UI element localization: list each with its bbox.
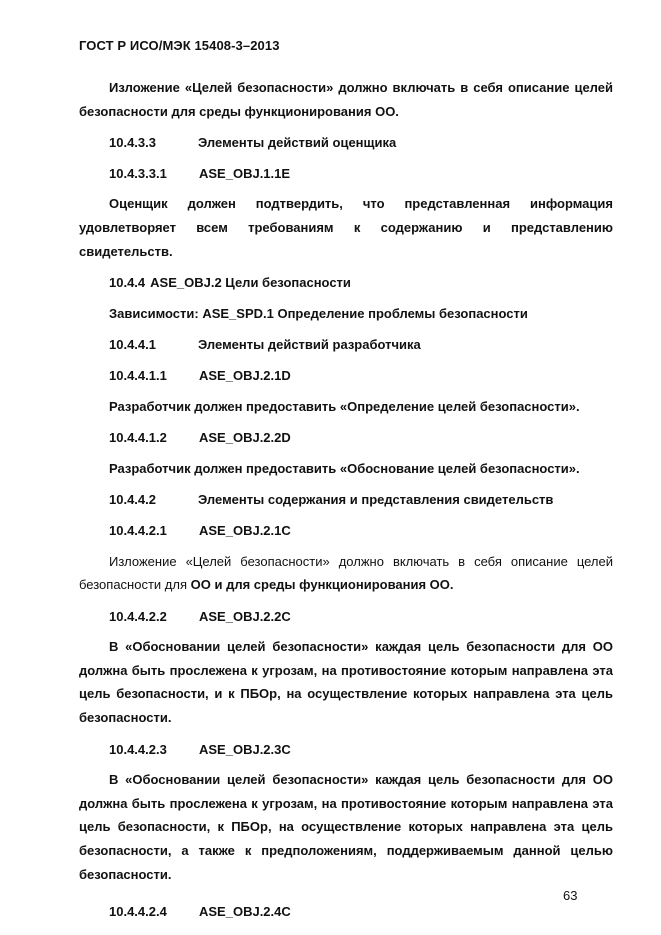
section-title: Элементы действий разработчика: [198, 337, 421, 353]
section-heading: [79, 488, 613, 512]
element-heading: [79, 162, 613, 186]
section-heading: [79, 131, 613, 155]
dependencies-line: Зависимости: ASE_SPD.1 Определение проблемы безопасности: [109, 305, 528, 321]
section-number: 10.4.3.3: [109, 135, 156, 151]
paragraph-rationale-assumptions: В «Обосновании целей безопасности» каждая цель безопасности для ОО должна быть прослежена к угрозам, на противостояние которым направлена эта цель безопасности, к ПБОр, на осуществление которых направлена эта цель безопасности, а также к предположениям, поддерживаемым данной целью безопасности.: [79, 772, 613, 882]
section-number: 10.4.4.2: [109, 492, 156, 508]
section-title: Элементы содержания и представления свидетельств: [198, 492, 554, 508]
element-heading: [79, 426, 613, 450]
element-title: ASE_OBJ.2.2C: [199, 608, 291, 624]
section-title: Элементы действий оценщика: [198, 135, 397, 151]
page-number: 63: [563, 888, 578, 903]
element-heading: [79, 519, 613, 543]
paragraph-line: свидетельств.: [79, 243, 173, 259]
paragraph-objectives-env: Изложение «Целей безопасности» должно включать в себя описание целей безопасности для среды функционирования ОО.: [79, 80, 613, 119]
paragraph-evaluator-confirm: [79, 192, 613, 263]
element-title: ASE_OBJ.1.1E: [199, 165, 291, 181]
element-title: ASE_OBJ.2.2D: [199, 430, 291, 446]
paragraph-text-normal: Изложение «Целей безопасности» должно включать в себя описание целей безопасности для: [79, 553, 613, 593]
component-number: 10.4.4: [109, 275, 146, 291]
element-number: 10.4.3.3.1: [109, 165, 167, 181]
paragraph-line: Оценщик должен подтвердить, что представленная информация: [109, 196, 613, 212]
section-heading: [79, 333, 613, 357]
document-body: [79, 76, 613, 931]
element-number: 10.4.4.2.4: [109, 904, 167, 920]
document-header: ГОСТ Р ИСО/МЭК 15408-3–2013: [79, 38, 280, 53]
paragraph-rationale-threats: В «Обосновании целей безопасности» каждая цель безопасности для ОО должна быть прослежена к угрозам, на противостояние которым направлена эта цель безопасности, и к ПБОр, на осуществление которых направлена эта цель безопасности.: [79, 639, 613, 726]
element-heading: [79, 738, 613, 762]
element-number: 10.4.4.1.2: [109, 430, 167, 446]
element-number: 10.4.4.2.3: [109, 741, 167, 757]
element-title: ASE_OBJ.2.1C: [199, 522, 291, 538]
element-heading: [79, 605, 613, 629]
element-number: 10.4.4.2.2: [109, 608, 167, 624]
element-number: 10.4.4.2.1: [109, 522, 167, 538]
element-title: ASE_OBJ.2.1D: [199, 367, 291, 383]
element-number: 10.4.4.1.1: [109, 367, 167, 383]
paragraph-developer-definition: Разработчик должен предоставить «Определение целей безопасности».: [109, 398, 580, 414]
component-title: ASE_OBJ.2 Цели безопасности: [150, 275, 351, 291]
element-heading: [79, 900, 613, 924]
paragraph-line: удовлетворяет всем требованиям к содержанию и представлению: [79, 219, 613, 235]
paragraph-developer-rationale: Разработчик должен предоставить «Обоснование целей безопасности».: [109, 460, 580, 476]
element-title: ASE_OBJ.2.3C: [199, 741, 291, 757]
element-heading: [79, 364, 613, 388]
paragraph-objectives-toe: [79, 550, 613, 597]
element-title: ASE_OBJ.2.4C: [199, 904, 291, 920]
paragraph-text-bold: ОО и для среды функционирования ОО.: [190, 577, 454, 593]
section-number: 10.4.4.1: [109, 337, 156, 353]
component-heading: [79, 271, 613, 295]
